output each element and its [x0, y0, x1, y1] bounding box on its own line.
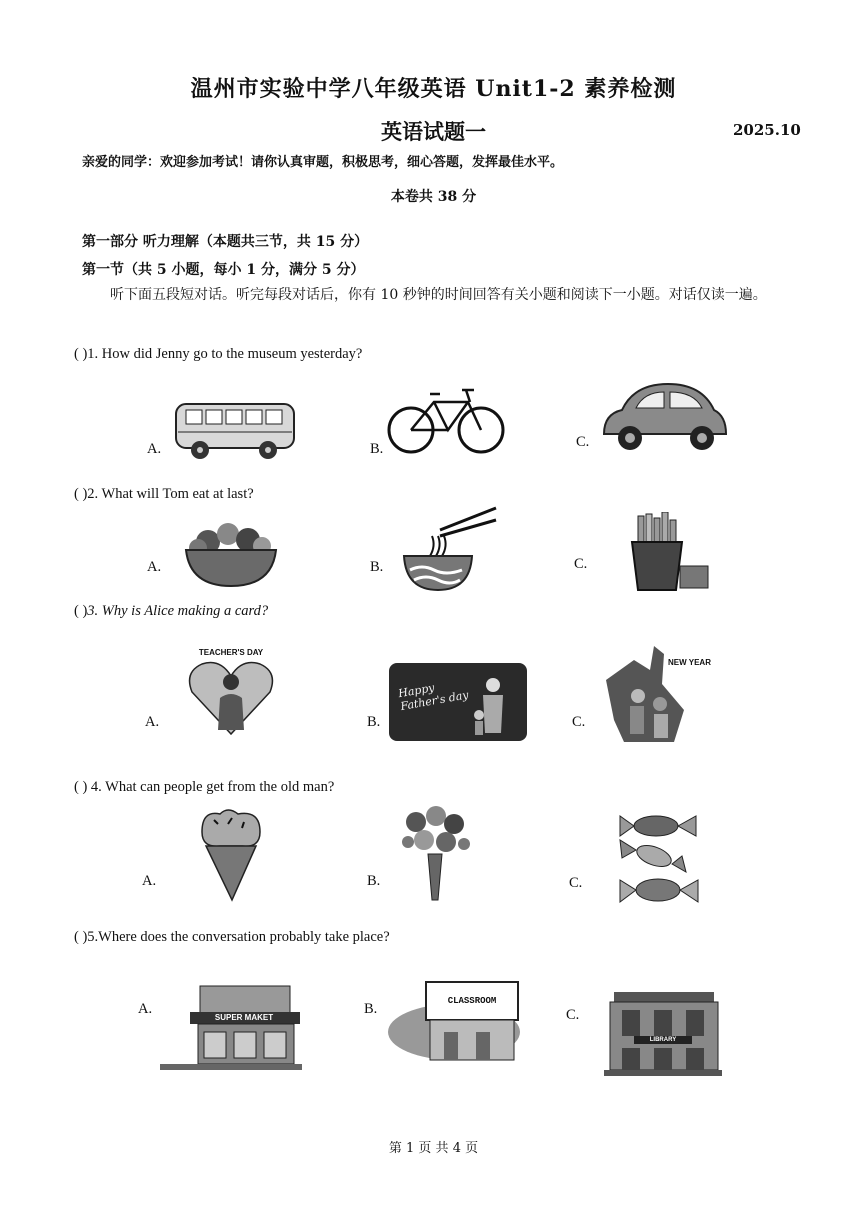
option-letter: A.	[138, 1001, 153, 1017]
question-4	[74, 779, 334, 796]
answer-blank[interactable]: ( )	[74, 486, 88, 502]
bicycle-icon	[386, 384, 506, 456]
teachers-day-card-icon	[186, 634, 276, 736]
question-2	[74, 486, 254, 503]
car-icon	[598, 378, 730, 454]
page-number: 第 1 页 共 4 页	[388, 1141, 479, 1156]
answer-blank[interactable]: ( )	[74, 929, 88, 945]
card-caption: Happy Father's day	[397, 681, 470, 714]
exam-date: 2025.10	[733, 121, 801, 139]
answer-blank[interactable]: ( )	[74, 779, 88, 795]
option-letter: B.	[364, 1001, 378, 1017]
answer-blank[interactable]: ( )	[74, 346, 88, 362]
option-letter: B.	[370, 559, 384, 575]
option-letter: C.	[572, 714, 586, 730]
noodles-icon	[400, 504, 498, 594]
bus-icon	[172, 398, 300, 462]
salad-bowl-icon	[182, 520, 280, 590]
card-caption: NEW YEAR	[668, 658, 711, 667]
candy-icon	[612, 810, 708, 908]
instructions-text: 听下面五段短对话。听完每段对话后，你有 10 秒钟的时间回答有关小题和阅读下一小题。对话仅读一遍。	[110, 287, 767, 303]
fathers-day-card-icon	[389, 663, 527, 741]
option-letter: A.	[145, 714, 160, 730]
question-1	[74, 346, 362, 363]
option-letter: A.	[147, 441, 162, 457]
question-5	[74, 929, 390, 946]
option-letter: B.	[370, 441, 384, 457]
supermarket-icon	[160, 982, 302, 1070]
option-letter: A.	[142, 873, 157, 889]
building-sign: CLASSROOM	[447, 996, 497, 1006]
option-letter: C.	[566, 1007, 580, 1023]
exam-title: 温州市实验中学八年级英语 Unit1-2 素养检测	[190, 76, 677, 102]
greeting-text: 亲爱的同学：欢迎参加考试！请你认真审题，积极思考，细心答题，发挥最佳水平。	[82, 155, 564, 170]
part-heading: 第一部分 听力理解（本题共三节，共 15 分）	[82, 234, 369, 250]
total-score: 本卷共 38 分	[390, 189, 477, 205]
question-text: 5.Where does the conversation probably take place?	[87, 929, 390, 945]
question-text: 2. What will Tom eat at last?	[87, 486, 254, 502]
question-text: 3. Why is Alice making a card?	[87, 603, 269, 619]
option-letter: C.	[576, 434, 590, 450]
building-sign: LIBRARY	[649, 1037, 677, 1043]
option-letter: B.	[367, 873, 381, 889]
library-icon	[604, 990, 722, 1076]
new-year-card-icon	[604, 640, 712, 742]
classroom-icon	[386, 980, 522, 1062]
question-text: 1. How did Jenny go to the museum yesterday?	[87, 346, 363, 362]
exam-subtitle: 英语试题一	[381, 119, 486, 144]
question-3	[74, 603, 268, 620]
option-letter: C.	[569, 875, 583, 891]
answer-blank[interactable]: ( )	[74, 603, 88, 619]
ice-cream-icon	[198, 808, 264, 902]
fries-icon	[626, 512, 712, 592]
option-letter: A.	[147, 559, 162, 575]
option-letter: C.	[574, 556, 588, 572]
card-caption: TEACHER'S DAY	[198, 648, 264, 657]
question-text: 4. What can people get from the old man?	[87, 779, 335, 795]
section-heading: 第一节（共 5 小题，每小 1 分，满分 5 分）	[82, 262, 365, 278]
option-letter: B.	[367, 714, 381, 730]
flowers-icon	[398, 804, 472, 902]
building-sign: SUPER MAKET	[214, 1013, 274, 1022]
